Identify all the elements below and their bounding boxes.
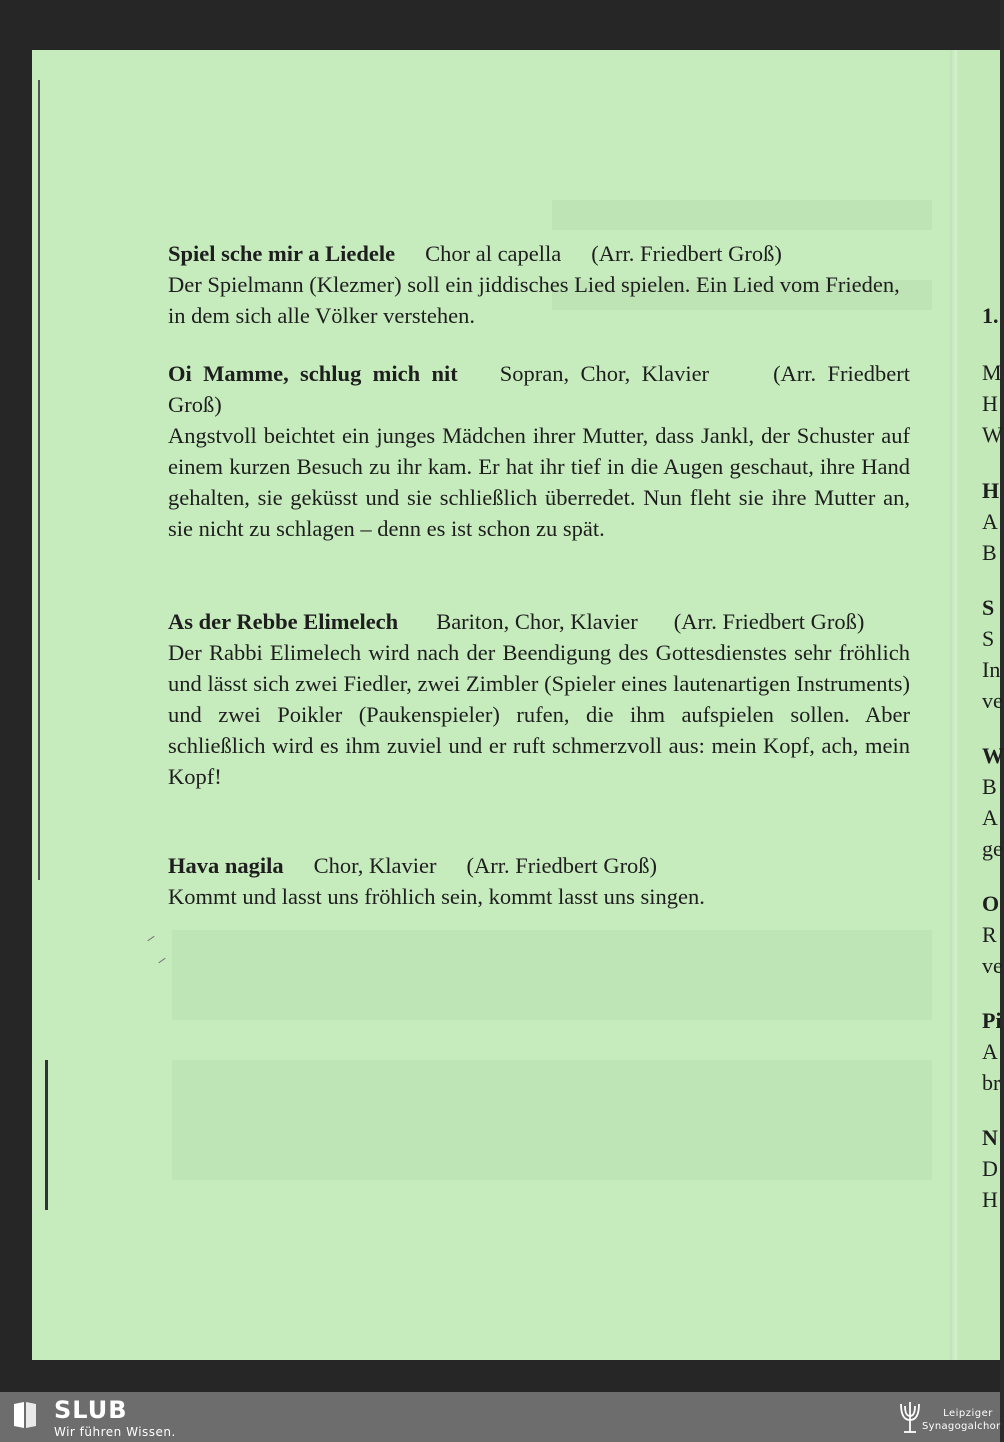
right-page-fragment: br	[982, 1070, 1001, 1095]
right-page-fragment: H	[982, 478, 1000, 503]
song-title: Oi Mamme, schlug mich nit	[168, 361, 458, 386]
pencil-tick	[158, 958, 165, 963]
song-voices: Bariton, Chor, Klavier	[436, 609, 638, 634]
song-arrangement: (Arr. Friedbert Groß)	[168, 361, 911, 417]
right-page-fragment: A	[982, 1039, 998, 1064]
right-page-fragment: O	[982, 891, 1000, 916]
song-voices: Chor al capella	[425, 241, 562, 266]
footer-bar	[0, 1392, 1000, 1442]
right-page-fragment: In	[982, 657, 1001, 682]
left-margin-line	[38, 80, 40, 880]
song-entry	[168, 606, 910, 792]
song-entry	[168, 850, 910, 912]
menorah-icon	[897, 1398, 923, 1436]
right-page-fragment: A	[982, 805, 998, 830]
show-through-shadow	[552, 200, 932, 230]
right-page-fragment: W	[982, 422, 1003, 447]
song-description: Angstvoll beichtet ein junges Mädchen ihrer Mutter, dass Jankl, der Schuster auf einem kurzen Besuch zu ihr kam. Er hat ihr tief in die Augen geschaut, ihre Hand gehalten, sie geküsst und sie schließlich überredet. Nun fleht sie ihre Mutter an, sie nicht zu schlagen – denn es ist schon zu spät.	[168, 423, 910, 541]
song-description: Der Spielmann (Klezmer) soll ein jiddisches Lied spielen. Ein Lied vom Frieden, in dem sich alle Völker verstehen.	[168, 272, 900, 328]
right-page-fragment: S	[982, 626, 995, 651]
song-arrangement: (Arr. Friedbert Groß)	[591, 241, 782, 266]
song-arrangement: (Arr. Friedbert Groß)	[466, 853, 658, 878]
slub-book-icon	[12, 1400, 38, 1430]
choir-name-line1: Leipziger	[943, 1408, 993, 1419]
show-through-shadow	[172, 1060, 932, 1180]
right-page-fragment: B	[982, 774, 997, 799]
song-voices: Sopran, Chor, Klavier	[499, 361, 710, 386]
song-voices: Chor, Klavier	[313, 853, 437, 878]
song-description: Der Rabbi Elimelech wird nach der Beendigung des Gottesdienstes sehr fröhlich und lässt sich zwei Fiedler, zwei Zimbler (Spieler eines lautenartigen Instruments) und zwei Poikler (Paukenspieler) rufen, die ihm aufspielen sollen. Aber schließlich wird es ihm zuviel und er ruft schmerzvoll aus: mein Kopf, ach, mein Kopf!	[168, 640, 910, 789]
right-page-fragment: Pi	[982, 1008, 1002, 1033]
right-page-fragment: 1.	[982, 303, 999, 328]
song-title: As der Rebbe Elimelech	[168, 609, 399, 634]
right-page-fragment: S	[982, 595, 995, 620]
right-page-fragment: W	[982, 743, 1004, 768]
library-name: SLUB	[54, 1396, 128, 1424]
song-heading	[168, 850, 910, 881]
song-title: Spiel sche mir a Liedele	[168, 241, 396, 266]
right-page-fragment: A	[982, 509, 998, 534]
choir-name-line2: Synagogalchor	[922, 1421, 1001, 1432]
right-page-fragment: R	[982, 922, 997, 947]
song-entry	[168, 238, 910, 331]
song-arrangement: (Arr. Friedbert Groß)	[673, 609, 865, 634]
song-description: Kommt und lasst uns fröhlich sein, kommt lasst uns singen.	[168, 884, 705, 909]
right-page-fragment: H	[982, 1187, 998, 1212]
right-page-fragment: M	[982, 360, 1002, 385]
right-page-fragment: N	[982, 1125, 998, 1150]
right-page-fragment: ve	[982, 688, 1003, 713]
pencil-tick	[147, 936, 154, 941]
left-margin-line-lower	[45, 1060, 48, 1210]
song-entry	[168, 358, 910, 544]
right-page-fragment: D	[982, 1156, 998, 1181]
right-page-fragment: ve	[982, 953, 1003, 978]
right-page-fragment: B	[982, 540, 997, 565]
right-page-fragment: ge	[982, 836, 1003, 861]
song-title: Hava nagila	[168, 853, 284, 878]
page-fold	[950, 50, 957, 1360]
library-tagline: Wir führen Wissen.	[54, 1425, 176, 1439]
song-heading	[168, 358, 910, 420]
right-page-fragment: H	[982, 391, 998, 416]
song-heading	[168, 606, 910, 637]
song-heading	[168, 238, 910, 269]
show-through-shadow	[172, 930, 932, 1020]
